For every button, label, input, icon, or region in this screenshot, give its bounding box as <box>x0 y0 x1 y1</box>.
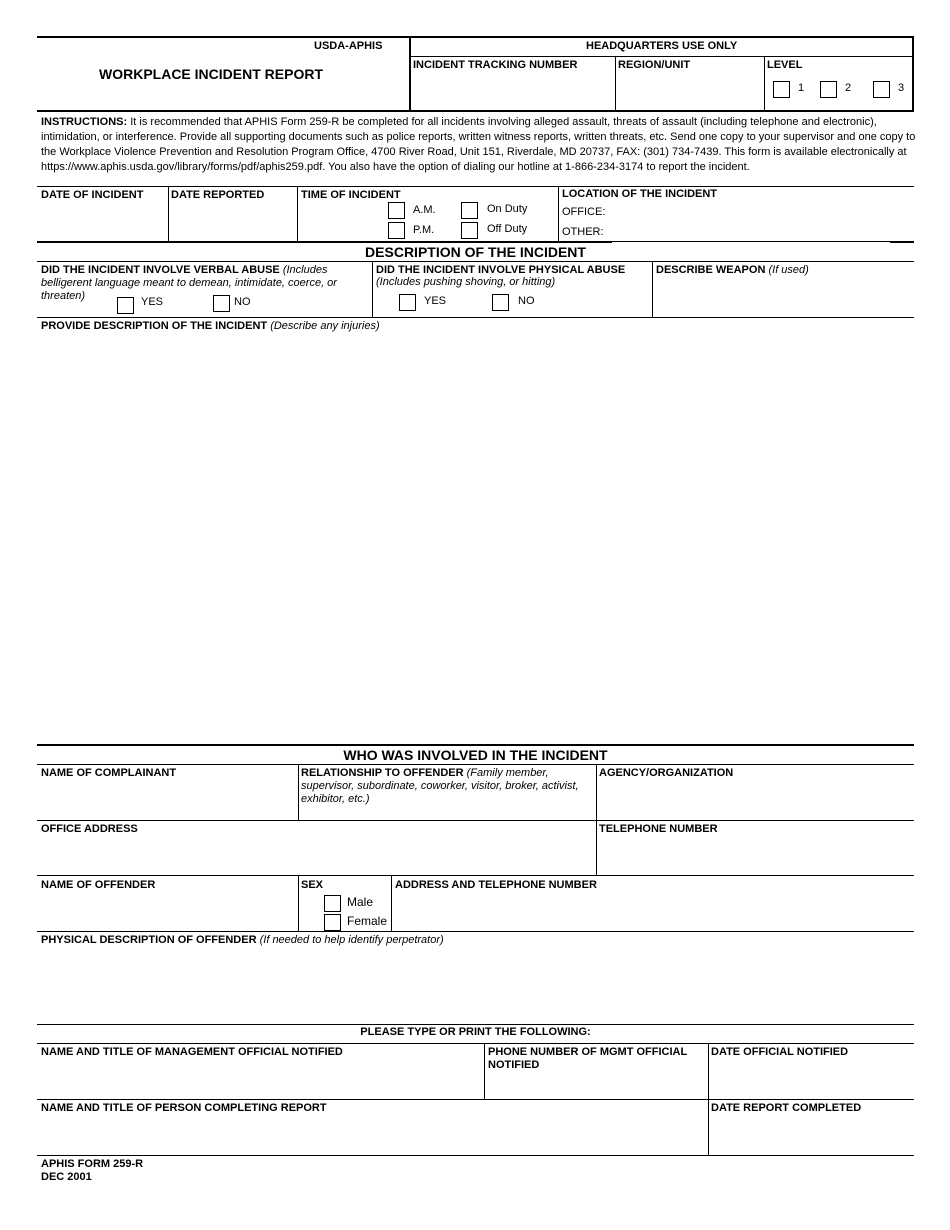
verbal-abuse-question: DID THE INCIDENT INVOLVE VERBAL ABUSE <box>41 264 280 276</box>
hq-rule <box>410 56 913 57</box>
form-title: WORKPLACE INCIDENT REPORT <box>99 66 323 82</box>
pm-label: P.M. <box>413 224 435 236</box>
row1-bottom-rule <box>37 820 914 821</box>
relationship-label <box>301 767 549 780</box>
date-completed-label: DATE REPORT COMPLETED <box>711 1102 862 1114</box>
top-rule <box>37 36 914 38</box>
physical-description-note: (If needed to help identify perpetrator) <box>259 934 444 946</box>
complainant-label: NAME OF COMPLAINANT <box>41 767 177 779</box>
physical-yes-checkbox[interactable] <box>399 294 416 311</box>
instructions-line-4: https://www.aphis.usda.gov/library/forms/pdf/aphis259.pdf. You also have the option of dialing our hotline at 1-866-234-3174 to report the incident. <box>41 161 750 173</box>
physical-no-checkbox[interactable] <box>492 294 509 311</box>
level-1-checkbox[interactable] <box>773 81 790 98</box>
row3-bottom-rule <box>37 931 914 932</box>
provide-description-text: PROVIDE DESCRIPTION OF THE INCIDENT <box>41 320 268 332</box>
physical-yes-label: YES <box>424 295 447 307</box>
involved-top-rule <box>37 744 914 746</box>
off-duty-checkbox[interactable] <box>461 222 478 239</box>
abuse-divider-2 <box>652 261 653 317</box>
offender-name-label: NAME OF OFFENDER <box>41 879 156 891</box>
completer-label: NAME AND TITLE OF PERSON COMPLETING REPORT <box>41 1102 327 1114</box>
other-label: OTHER: <box>562 226 604 238</box>
relationship-label-text: RELATIONSHIP TO OFFENDER <box>301 767 464 779</box>
physical-abuse-note: (Includes pushing shoving, or hitting) <box>376 276 556 288</box>
header-bottom-rule <box>37 110 914 112</box>
header-divider <box>409 36 411 112</box>
date-notified-label: DATE OFFICIAL NOTIFIED <box>711 1046 849 1058</box>
form-number: APHIS FORM 259-R <box>41 1158 144 1170</box>
row1-divider-1 <box>298 764 299 820</box>
tracking-number-label: INCIDENT TRACKING NUMBER <box>413 59 578 71</box>
verbal-abuse-note-3: threaten) <box>41 290 86 302</box>
description-section-title: DESCRIPTION OF THE INCIDENT <box>365 244 586 260</box>
male-label: Male <box>347 895 374 909</box>
agency-organization-label: AGENCY/ORGANIZATION <box>599 767 734 779</box>
print-header-rule <box>37 1043 914 1044</box>
pm-checkbox[interactable] <box>388 222 405 239</box>
office-label: OFFICE: <box>562 206 606 218</box>
off-duty-label: Off Duty <box>487 223 528 235</box>
officials-divider-1 <box>484 1043 485 1099</box>
incident-divider-2 <box>297 186 298 242</box>
level-3-label: 3 <box>898 82 905 94</box>
on-duty-label: On Duty <box>487 203 528 215</box>
level-3-checkbox[interactable] <box>873 81 890 98</box>
officials-mid-rule <box>37 1099 914 1100</box>
instructions-line-1 <box>41 116 877 129</box>
print-header: PLEASE TYPE OR PRINT THE FOLLOWING: <box>360 1026 591 1038</box>
telephone-number-label: TELEPHONE NUMBER <box>599 823 718 835</box>
instructions-line-2: intimidation, or interference. Provide all supporting documents such as police reports, written witness reports, written threats, etc. Send one copy to your supervisor and one copy to <box>41 131 916 143</box>
instructions-label: INSTRUCTIONS: <box>41 116 128 128</box>
verbal-abuse-note-2: belligerent language meant to demean, intimidate, coerce, or <box>41 277 337 289</box>
abuse-divider-1 <box>372 261 373 317</box>
incident-divider-3 <box>558 186 559 242</box>
involved-title-rule <box>37 764 914 765</box>
header-right-border <box>912 36 914 112</box>
time-of-incident-label: TIME OF INCIDENT <box>301 189 401 201</box>
am-checkbox[interactable] <box>388 202 405 219</box>
row3-divider-2 <box>391 875 392 931</box>
office-address-label: OFFICE ADDRESS <box>41 823 138 835</box>
relationship-note-1: (Family member, <box>466 767 549 779</box>
level-2-checkbox[interactable] <box>820 81 837 98</box>
mgmt-phone-label-2: NOTIFIED <box>488 1059 540 1071</box>
provide-description-note: (Describe any injuries) <box>270 320 380 332</box>
hq-use-only-label: HEADQUARTERS USE ONLY <box>586 40 738 52</box>
female-checkbox[interactable] <box>324 914 341 931</box>
incident-bottom-rule-tail <box>890 241 914 243</box>
row3-divider-1 <box>298 875 299 931</box>
physical-abuse-label: DID THE INCIDENT INVOLVE PHYSICAL ABUSE <box>376 264 626 276</box>
male-checkbox[interactable] <box>324 895 341 912</box>
level-label: LEVEL <box>767 59 803 71</box>
incident-divider-1 <box>168 186 169 242</box>
on-duty-checkbox[interactable] <box>461 202 478 219</box>
row2-bottom-rule <box>37 875 914 876</box>
verbal-abuse-label <box>41 264 327 277</box>
verbal-no-checkbox[interactable] <box>213 295 230 312</box>
level-1-label: 1 <box>798 82 805 94</box>
abuse-bottom-rule <box>37 317 914 318</box>
date-of-incident-label: DATE OF INCIDENT <box>41 189 144 201</box>
relationship-note-2: supervisor, subordinate, coworker, visitor, broker, activist, <box>301 780 579 792</box>
female-label: Female <box>347 914 388 928</box>
address-phone-label: ADDRESS AND TELEPHONE NUMBER <box>395 879 597 891</box>
hq-divider-1 <box>615 56 616 111</box>
region-unit-label: REGION/UNIT <box>618 59 691 71</box>
level-2-label: 2 <box>845 82 852 94</box>
description-title-rule <box>37 261 914 262</box>
instructions-line-3: the Workplace Violence Prevention and Resolution Program Office, 4700 River Road, Unit 151, Riverdale, MD 20737, FAX: (301) 734-7439. This form is available electronically at <box>41 146 907 158</box>
mgmt-phone-label-1: PHONE NUMBER OF MGMT OFFICIAL <box>488 1046 688 1058</box>
verbal-yes-label: YES <box>141 296 164 308</box>
instructions-text-1: It is recommended that APHIS Form 259-R be completed for all incidents involving alleged assault, threats of assault (including telephone and electronic), <box>130 116 877 128</box>
officials-top-rule <box>37 1024 914 1025</box>
officials-bottom-rule <box>37 1155 914 1156</box>
physical-no-label: NO <box>518 295 535 307</box>
mgmt-official-label: NAME AND TITLE OF MANAGEMENT OFFICIAL NOTIFIED <box>41 1046 343 1058</box>
involved-section-title: WHO WAS INVOLVED IN THE INCIDENT <box>343 747 608 763</box>
location-label: LOCATION OF THE INCIDENT <box>562 188 718 200</box>
verbal-no-label: NO <box>234 296 251 308</box>
physical-description-label <box>41 934 444 947</box>
hq-divider-2 <box>764 56 765 111</box>
incident-description-field[interactable] <box>37 334 914 742</box>
verbal-yes-checkbox[interactable] <box>117 297 134 314</box>
weapon-note: (If used) <box>768 264 809 276</box>
physical-description-text: PHYSICAL DESCRIPTION OF OFFENDER <box>41 934 257 946</box>
form-date: DEC 2001 <box>41 1171 92 1183</box>
incident-bottom-rule-right <box>612 241 890 242</box>
relationship-note-3: exhibitor, etc.) <box>301 793 370 805</box>
agency-label: USDA-APHIS <box>314 40 383 52</box>
am-label: A.M. <box>413 204 436 216</box>
provide-description-label <box>41 320 380 333</box>
weapon-label <box>656 264 809 277</box>
verbal-abuse-note-1: (Includes <box>282 264 328 276</box>
date-reported-label: DATE REPORTED <box>171 189 265 201</box>
sex-label: SEX <box>301 879 324 891</box>
incident-bottom-rule <box>37 241 612 243</box>
weapon-label-text: DESCRIBE WEAPON <box>656 264 766 276</box>
